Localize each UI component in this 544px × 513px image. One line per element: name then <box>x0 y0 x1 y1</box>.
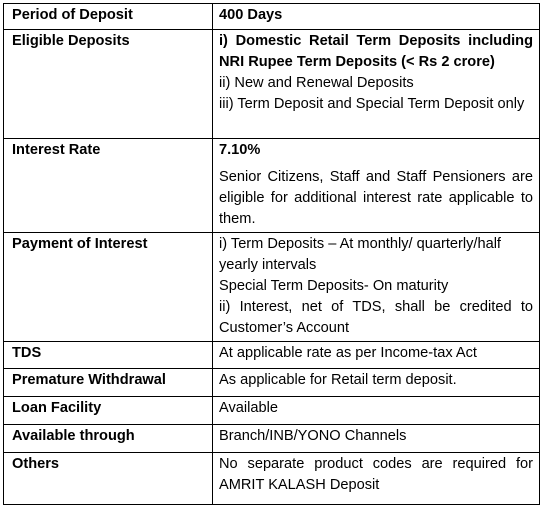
table-row-period <box>4 4 540 30</box>
table-row-payment <box>4 233 540 342</box>
table-row-tds <box>4 342 540 369</box>
table-row-loan <box>4 397 540 425</box>
available-value: Branch/INB/YONO Channels <box>213 425 540 453</box>
eligible-line-2: ii) New and Renewal Deposits <box>219 75 414 91</box>
interest-rate-value-cell <box>213 139 540 233</box>
premature-label: Premature Withdrawal <box>4 369 213 397</box>
tds-value: At applicable rate as per Income-tax Act <box>213 342 540 369</box>
payment-label: Payment of Interest <box>4 233 213 342</box>
loan-label: Loan Facility <box>4 397 213 425</box>
loan-value: Available <box>213 397 540 425</box>
table-row-premature <box>4 369 540 397</box>
payment-value <box>213 233 540 342</box>
premature-value: As applicable for Retail term deposit. <box>213 369 540 397</box>
table-row-available <box>4 425 540 453</box>
eligible-value <box>213 30 540 139</box>
others-label: Others <box>4 453 213 505</box>
table-row-eligible <box>4 30 540 139</box>
payment-line-3: ii) Interest, net of TDS, shall be credited to Customer’s Account <box>219 299 533 336</box>
others-value: No separate product codes are required for AMRIT KALASH Deposit <box>213 453 540 505</box>
period-value: 400 Days <box>213 4 540 30</box>
eligible-line-1: i) Domestic Retail Term Deposits including NRI Rupee Term Deposits (< Rs 2 crore) <box>219 33 533 70</box>
eligible-label: Eligible Deposits <box>4 30 213 139</box>
payment-line-1: i) Term Deposits – At monthly/ quarterly/half yearly intervals <box>219 236 501 273</box>
interest-rate-value: 7.10% <box>219 142 261 158</box>
table-row-interest-rate <box>4 139 540 233</box>
interest-rate-note: Senior Citizens, Staff and Staff Pensioners are eligible for additional interest rate applicable to them. <box>219 169 533 227</box>
period-label: Period of Deposit <box>4 4 213 30</box>
table-row-others <box>4 453 540 505</box>
available-label: Available through <box>4 425 213 453</box>
payment-line-2: Special Term Deposits- On maturity <box>219 278 449 294</box>
deposit-details-table <box>3 3 540 505</box>
eligible-line-3: iii) Term Deposit and Special Term Deposit only <box>219 96 525 112</box>
interest-rate-label: Interest Rate <box>4 139 213 233</box>
tds-label: TDS <box>4 342 213 369</box>
